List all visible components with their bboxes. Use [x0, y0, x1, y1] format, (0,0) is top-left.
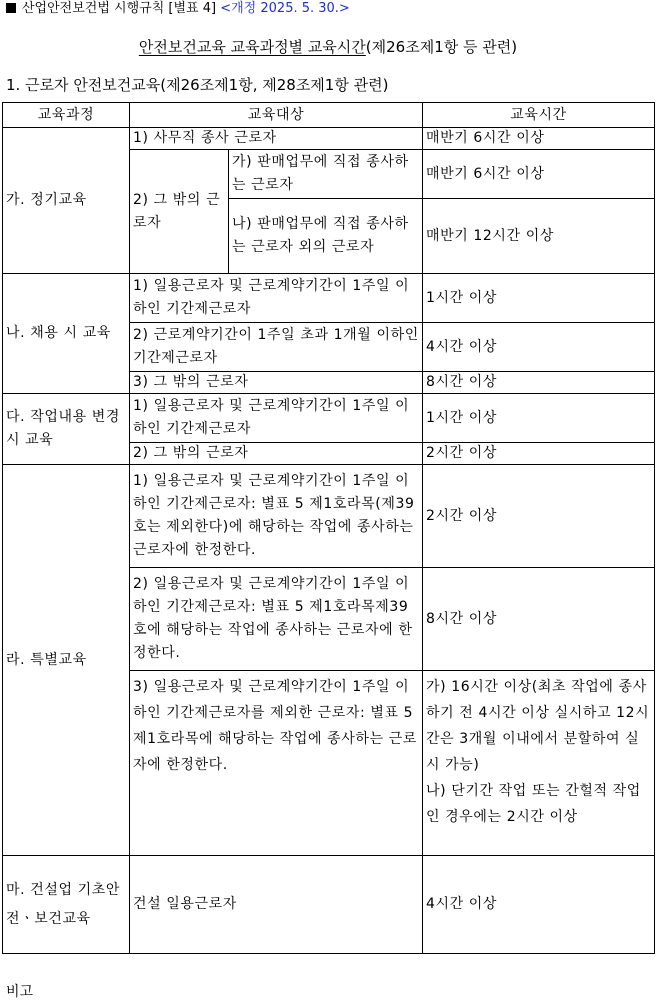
- target-hiring-3: 3) 그 밖의 근로자: [130, 372, 423, 394]
- target-sales-workers: 가) 판매업무에 직접 종사하는 근로자: [229, 150, 423, 199]
- document-title-main: 안전보건교육 교육과정별 교육시간: [138, 38, 366, 56]
- table-row: [3, 856, 655, 954]
- course-construction: 마. 건설업 기초안전ㆍ보건교육: [3, 856, 130, 954]
- time-office-workers: 매반기 6시간 이상: [423, 128, 655, 150]
- course-regular: 가. 정기교육: [3, 128, 130, 274]
- amendment-link[interactable]: <개정 2025. 5. 30.>: [220, 1, 350, 16]
- time-job-change-1: 1시간 이상: [423, 394, 655, 443]
- table-row: [3, 128, 655, 150]
- time-special-3-a: 가) 16시간 이상(최초 작업에 종사하기 전 4시간 이상 실시하고 12시간은 3개월 이내에서 분할하여 실시 가능): [426, 679, 650, 773]
- time-hiring-1: 1시간 이상: [423, 274, 655, 323]
- section-heading: 1. 근로자 안전보건교육(제26조제1항, 제28조제1항 관련): [6, 76, 389, 94]
- document-title: [0, 36, 656, 57]
- target-special-3: 3) 일용근로자 및 근로계약기간이 1주일 이하인 기간제근로자를 제외한 근로자: 별표 5 제1호라목에 해당하는 작업에 종사하는 근로자에 한정한다.: [130, 671, 423, 856]
- regulation-header: [6, 0, 350, 18]
- time-special-3-b: 나) 단기간 작업 또는 간헐적 작업인 경우에는 2시간 이상: [426, 783, 641, 825]
- table-row: [3, 465, 655, 568]
- time-hiring-2: 4시간 이상: [423, 323, 655, 372]
- target-other-workers-group: 2) 그 밖의 근로자: [130, 150, 229, 274]
- target-hiring-2: 2) 근로계약기간이 1주일 초과 1개월 이하인 기간제근로자: [130, 323, 423, 372]
- target-construction: 건설 일용근로자: [130, 856, 423, 954]
- course-job-change: 다. 작업내용 변경 시 교육: [3, 394, 130, 465]
- target-job-change-1: 1) 일용근로자 및 근로계약기간이 1주일 이하인 기간제근로자: [130, 394, 423, 443]
- time-sales-workers: 매반기 6시간 이상: [423, 150, 655, 199]
- target-special-1: 1) 일용근로자 및 근로계약기간이 1주일 이하인 기간제근로자: 별표 5 제1호라목(제39호는 제외한다)에 해당하는 작업에 종사하는 근로자에 한정한다.: [130, 465, 423, 568]
- time-special-2: 8시간 이상: [423, 568, 655, 671]
- note-label: 비고: [6, 984, 34, 1000]
- course-hiring: 나. 채용 시 교육: [3, 274, 130, 394]
- column-header-target: 교육대상: [130, 103, 423, 128]
- regulation-name: 산업안전보건법 시행규칙: [22, 1, 165, 16]
- time-special-1: 2시간 이상: [423, 465, 655, 568]
- target-job-change-2: 2) 그 밖의 근로자: [130, 443, 423, 465]
- square-bullet-icon: [6, 3, 16, 13]
- target-hiring-1: 1) 일용근로자 및 근로계약기간이 1주일 이하인 기간제근로자: [130, 274, 423, 323]
- table-header-row: [3, 103, 655, 128]
- time-special-3: [423, 671, 655, 856]
- column-header-course: 교육과정: [3, 103, 130, 128]
- time-job-change-2: 2시간 이상: [423, 443, 655, 465]
- target-special-2: 2) 일용근로자 및 근로계약기간이 1주일 이하인 기간제근로자: 별표 5 제1호라목제39호에 해당하는 작업에 종사하는 근로자에 한정한다.: [130, 568, 423, 671]
- time-hiring-3: 8시간 이상: [423, 372, 655, 394]
- course-special: 라. 특별교육: [3, 465, 130, 856]
- annex-label: [별표 4]: [168, 1, 217, 16]
- target-office-workers: 1) 사무직 종사 근로자: [130, 128, 423, 150]
- column-header-time: 교육시간: [423, 103, 655, 128]
- time-construction: 4시간 이상: [423, 856, 655, 954]
- document-title-reference: (제26조제1항 등 관련): [365, 38, 518, 56]
- table-row: [3, 394, 655, 443]
- table-row: [3, 274, 655, 323]
- time-nonsales-workers: 매반기 12시간 이상: [423, 199, 655, 274]
- target-nonsales-workers: 나) 판매업무에 직접 종사하는 근로자 외의 근로자: [229, 199, 423, 274]
- education-hours-table: [2, 102, 655, 954]
